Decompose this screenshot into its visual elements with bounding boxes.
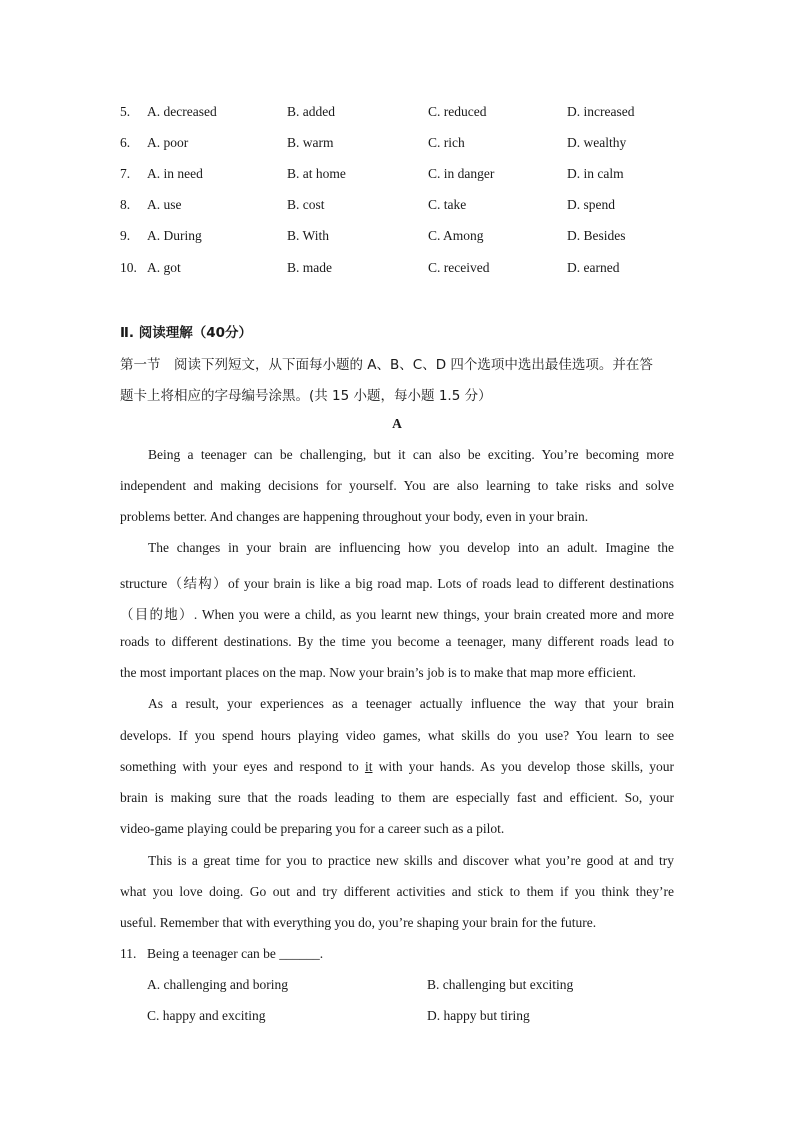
passage-title: A xyxy=(392,416,402,431)
question-number: 7. xyxy=(120,166,131,181)
passage-line: problems better. And changes are happening throughout your body, even in your brain. xyxy=(120,509,589,524)
option-c: C. in danger xyxy=(428,166,495,181)
option-b: B. With xyxy=(287,228,329,243)
question-number: 8. xyxy=(120,197,131,212)
question-number: 9. xyxy=(120,228,131,243)
option-row-6 xyxy=(120,135,680,155)
option-row-5 xyxy=(120,104,680,124)
option-a: A. poor xyxy=(147,135,189,150)
option-d: D. happy but tiring xyxy=(427,1008,530,1023)
question-stem: Being a teenager can be ______. xyxy=(147,946,324,961)
option-a: A. decreased xyxy=(147,104,217,119)
option-d: D. Besides xyxy=(567,228,626,243)
underlined-word: it xyxy=(364,759,373,774)
option-row-9 xyxy=(120,228,680,248)
question-number: 6. xyxy=(120,135,131,150)
question-number: 11. xyxy=(120,946,137,961)
passage-line xyxy=(120,759,674,775)
question-11 xyxy=(120,946,324,962)
option-d: D. in calm xyxy=(567,166,624,181)
option-a: A. During xyxy=(147,228,202,243)
option-a: A. use xyxy=(147,197,182,212)
passage-text: something with your eyes and respond to xyxy=(120,759,365,774)
option-d: D. spend xyxy=(567,197,615,212)
passage-line: roads to different destinations. By the time you become a teenager, many different roads lead to xyxy=(120,634,674,649)
option-b: B. at home xyxy=(287,166,346,181)
section-title: Ⅱ. 阅读理解（40分） xyxy=(120,325,253,341)
option-row-8 xyxy=(120,197,680,217)
passage-line: Being a teenager can be challenging, but it can also be exciting. You’re becoming more xyxy=(148,447,674,462)
option-c: C. Among xyxy=(428,228,484,243)
option-c: C. received xyxy=(428,260,490,275)
option-b: B. warm xyxy=(287,135,334,150)
section-instruction: 题卡上将相应的字母编号涂黑。(共 15 小题，每小题 1.5 分） xyxy=(120,388,492,404)
option-b: B. made xyxy=(287,260,332,275)
option-a: A. challenging and boring xyxy=(147,977,288,992)
passage-line: brain is making sure that the roads leading to them are especially fast and efficient. So, your xyxy=(120,790,674,805)
section-instruction: 第一节 阅读下列短文，从下面每小题的 A、B、C、D 四个选项中选出最佳选项。并在答 xyxy=(120,357,653,373)
passage-line: structure（结构）of your brain is like a big road map. Lots of roads lead to different destinations xyxy=(120,576,674,591)
option-d: D. earned xyxy=(567,260,620,275)
option-d: D. increased xyxy=(567,104,635,119)
passage-line: independent and making decisions for yourself. You are also learning to take risks and solve xyxy=(120,478,674,493)
passage-text: with your hands. As you develop those skills, your xyxy=(372,759,674,774)
passage-line: develops. If you spend hours playing video games, what skills do you use? You learn to see xyxy=(120,728,674,743)
option-a: A. got xyxy=(147,260,181,275)
option-b: B. added xyxy=(287,104,335,119)
passage-line: （目的地）. When you were a child, as you learnt new things, your brain created more and more xyxy=(120,607,674,622)
passage-line: This is a great time for you to practice new skills and discover what you’re good at and try xyxy=(148,853,674,868)
passage-line: useful. Remember that with everything you do, you’re shaping your brain for the future. xyxy=(120,915,597,930)
passage-line: what you love doing. Go out and try different activities and stick to them if you think they’re xyxy=(120,884,674,899)
option-c: C. reduced xyxy=(428,104,487,119)
question-number: 5. xyxy=(120,104,131,119)
option-row-7 xyxy=(120,166,680,186)
passage-line: The changes in your brain are influencing how you develop into an adult. Imagine the xyxy=(148,540,674,555)
passage-line: the most important places on the map. Now your brain’s job is to make that map more efficient. xyxy=(120,665,637,680)
option-b: B. cost xyxy=(287,197,325,212)
passage-line: video-game playing could be preparing you for a career such as a pilot. xyxy=(120,821,505,836)
option-a: A. in need xyxy=(147,166,203,181)
option-c: C. take xyxy=(428,197,467,212)
option-b: B. challenging but exciting xyxy=(427,977,574,992)
option-d: D. wealthy xyxy=(567,135,627,150)
option-c: C. happy and exciting xyxy=(147,1008,266,1023)
option-c: C. rich xyxy=(428,135,465,150)
option-row-10 xyxy=(120,260,680,280)
passage-line: As a result, your experiences as a teenager actually influence the way that your brain xyxy=(148,696,674,711)
question-number: 10. xyxy=(120,260,137,275)
